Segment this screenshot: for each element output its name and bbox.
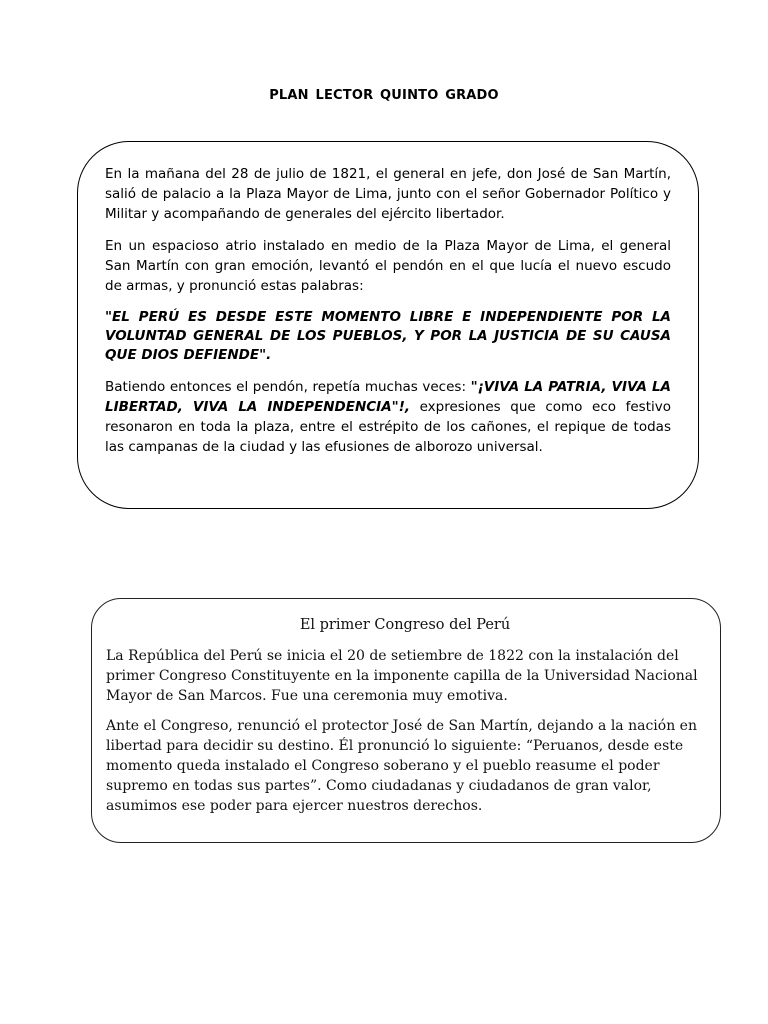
independence-quote: "EL PERÚ ES DESDE ESTE MOMENTO LIBRE E INDEPENDIENTE POR LA VOLUNTAD GENERAL DE LOS PUEBLOS, Y POR LA JUSTICIA DE SU CAUSA QUE DIOS DEFIENDE". (105, 309, 671, 363)
celebration-shout: "¡VIVA LA PATRIA, VIVA LA LIBERTAD, VIVA LA INDEPENDENCIA"!, (105, 379, 671, 415)
paragraph-atrium: En un espacioso atrio instalado en medio de la Plaza Mayor de Lima, el general San Martín con gran emoción, levantó el pendón en el que lucía el nuevo escudo de armas, y pronunció estas palabras: (105, 238, 671, 294)
paragraph-celebration (105, 377, 671, 457)
congress-paragraph-2: Ante el Congreso, renunció el protector José de San Martín, dejando a la nación en libertad para decidir su destino. Él pronunció lo siguiente: “Peruanos, desde este momento queda instalado el Congreso soberano y el pueblo reasume el poder supremo en todas sus partes”. Como ciudadanas y ciudadanos de gran valor, asumimos ese poder para ejercer nuestros derechos. (106, 718, 697, 814)
congress-paragraph-1: La República del Perú se inicia el 20 de setiembre de 1822 con la instalación del primer Congreso Constituyente en la imponente capilla de la Universidad Nacional Mayor de San Marcos. Fue una ceremonia muy emotiva. (106, 648, 698, 704)
congress-title: El primer Congreso del Perú (299, 617, 511, 633)
paragraph-intro: En la mañana del 28 de julio de 1821, el general en jefe, don José de San Martín, salió de palacio a la Plaza Mayor de Lima, junto con el señor Gobernador Político y Militar y acompañando de generales del ejército libertador. (105, 166, 671, 222)
celebration-text-start: Batiendo entonces el pendón, repetía muchas veces: (105, 379, 471, 395)
independence-text-box (77, 141, 699, 509)
page-title: PLAN LECTOR QUINTO GRADO (269, 88, 499, 103)
congress-text-box (91, 598, 721, 843)
celebration-text-end: expresiones que como eco festivo resonaron en toda la plaza, entre el estrépito de los cañones, el repique de todas las campanas de la ciudad y las efusiones de alborozo universal. (105, 399, 671, 455)
